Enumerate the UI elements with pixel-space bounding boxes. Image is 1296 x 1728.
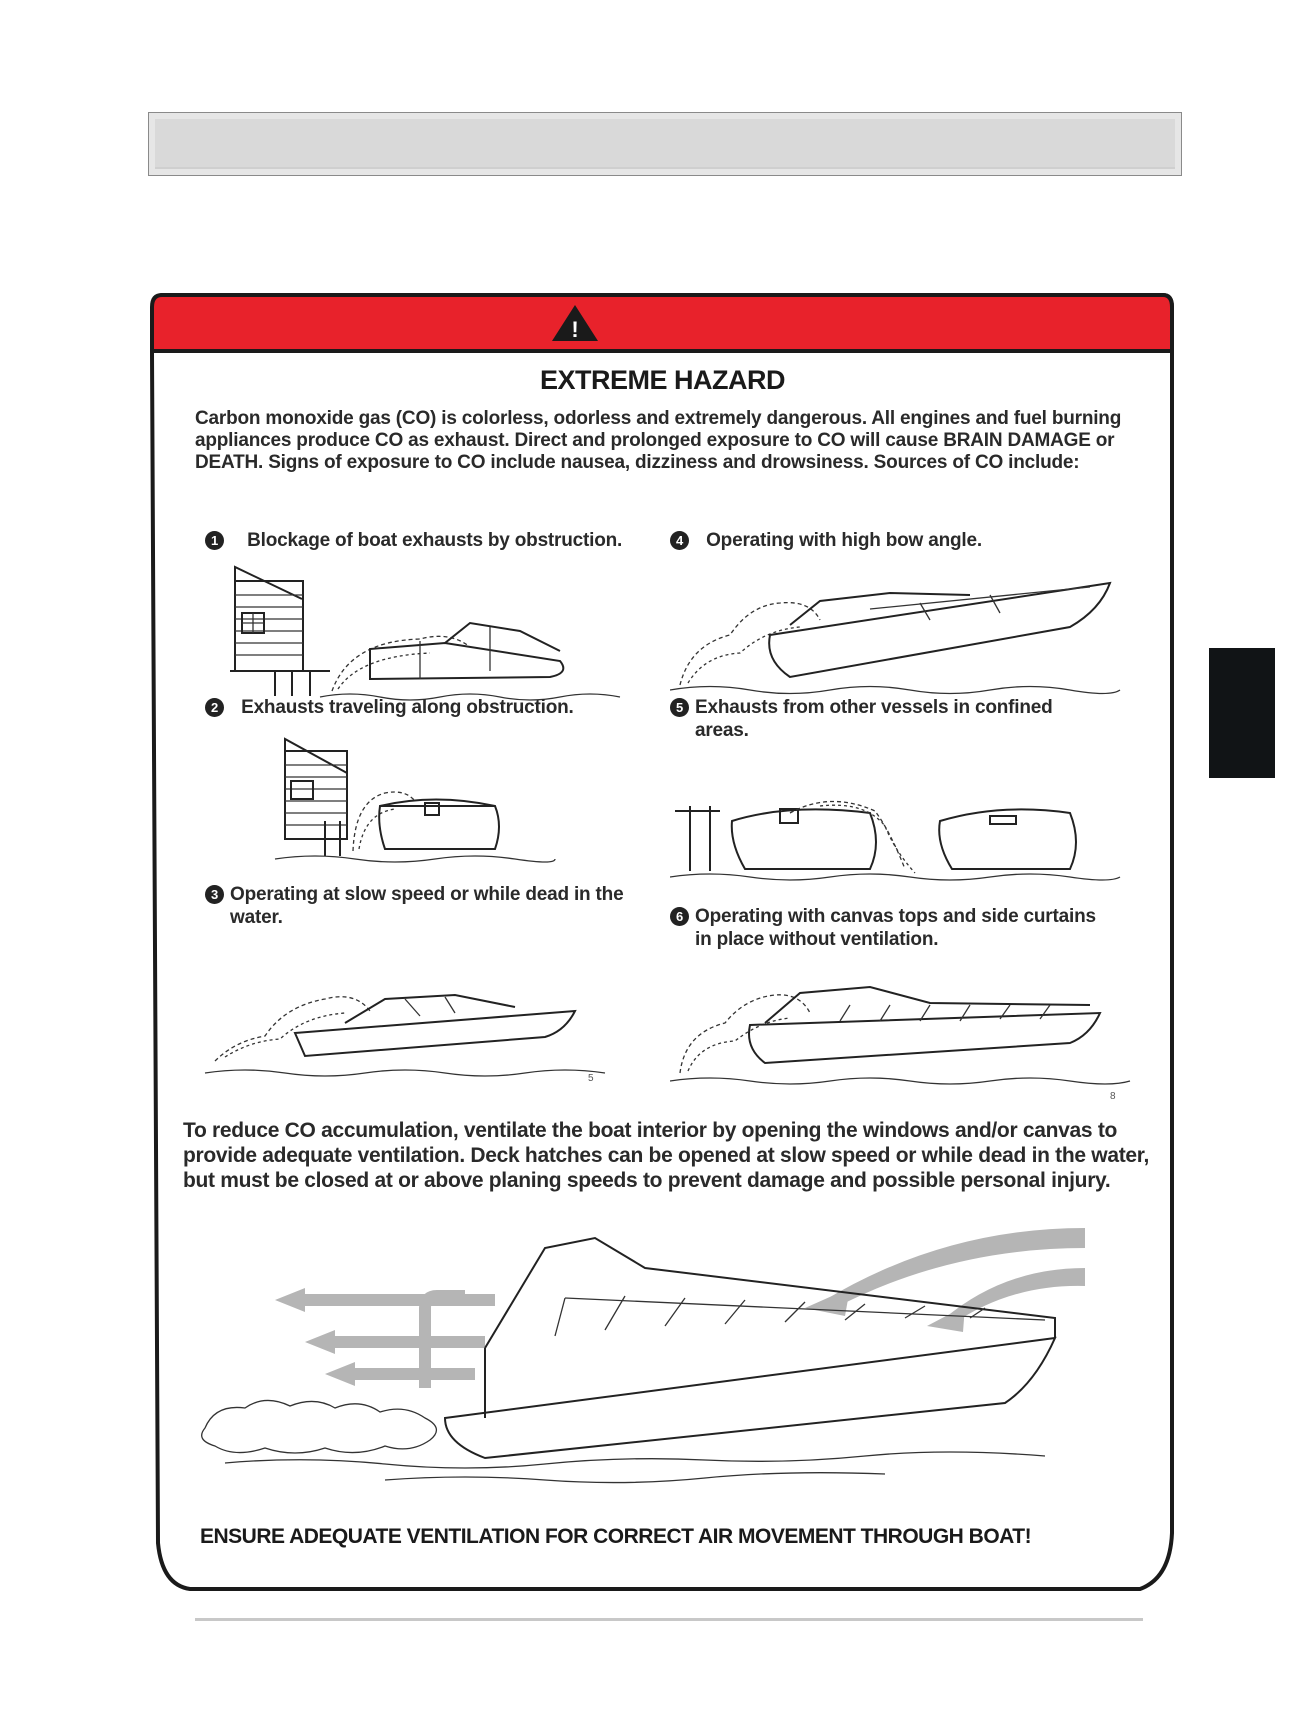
cause-item-4 — [670, 529, 1110, 552]
cause-number-2: 2 — [205, 698, 224, 717]
ventilation-footer-warning: ENSURE ADEQUATE VENTILATION FOR CORRECT AIR MOVEMENT THROUGH BOAT! — [200, 1525, 1032, 1548]
warning-symbol: ! — [571, 317, 579, 342]
ventilation-text: To reduce CO accumulation, ventilate the boat interior by opening the windows and/or canvas to provide adequate ventilation. Deck hatches can be opened at slow speed or while dead in the water, but must be closed at or above planing speeds to prevent damage and possible personal injury. — [183, 1119, 1150, 1192]
cause-text-4: Operating with high bow angle. — [706, 530, 982, 551]
cause-number-3: 3 — [205, 885, 224, 904]
cause-text-3: Operating at slow speed or while dead in the water. — [230, 884, 624, 928]
hazard-title: EXTREME HAZARD — [539, 365, 785, 395]
warning-triangle-icon — [550, 303, 600, 343]
cause-text-5: Exhausts from other vessels in confined areas. — [695, 697, 1053, 741]
cause-item-2 — [205, 696, 635, 719]
section-tab — [1209, 648, 1275, 778]
illustration-exhaust-blockage — [220, 561, 630, 701]
illustration-slow-speed — [195, 961, 635, 1091]
figure-number-8: 8 — [1110, 1091, 1116, 1102]
hazard-intro-text: Carbon monoxide gas (CO) is colorless, odorless and extremely dangerous. All engines and fuel burning appliances produce CO as exhaust. Direct and prolonged exposure to CO will cause BRAIN DAMAGE or DEATH. Signs of exposure to CO include nausea, dizziness and drowsiness. Sources of CO include: — [195, 408, 1122, 473]
figure-number-5: 5 — [588, 1073, 594, 1084]
page-header-bar — [148, 112, 1182, 176]
cause-number-5: 5 — [670, 698, 689, 717]
cause-text-6: Operating with canvas tops and side curtains in place without ventilation. — [695, 906, 1096, 950]
illustration-canvas-tops — [670, 963, 1140, 1103]
cause-item-5 — [670, 696, 1110, 742]
illustration-air-movement — [185, 1208, 1145, 1508]
illustration-confined-areas — [670, 781, 1130, 891]
cause-item-1 — [205, 529, 635, 552]
cause-text-1: Blockage of boat exhausts by obstruction. — [247, 530, 623, 551]
illustration-high-bow-angle — [670, 565, 1130, 700]
illustration-exhaust-along-obstruction — [255, 731, 565, 871]
warning-header-band — [152, 295, 1172, 351]
cause-item-3 — [205, 883, 635, 929]
bottom-divider — [195, 1618, 1143, 1621]
cause-item-6 — [670, 905, 1110, 951]
cause-number-6: 6 — [670, 907, 689, 926]
cause-number-4: 4 — [670, 531, 689, 550]
cause-number-1: 1 — [205, 531, 224, 550]
danger-warning-box — [150, 293, 1175, 1593]
cause-text-2: Exhausts traveling along obstruction. — [241, 697, 574, 718]
